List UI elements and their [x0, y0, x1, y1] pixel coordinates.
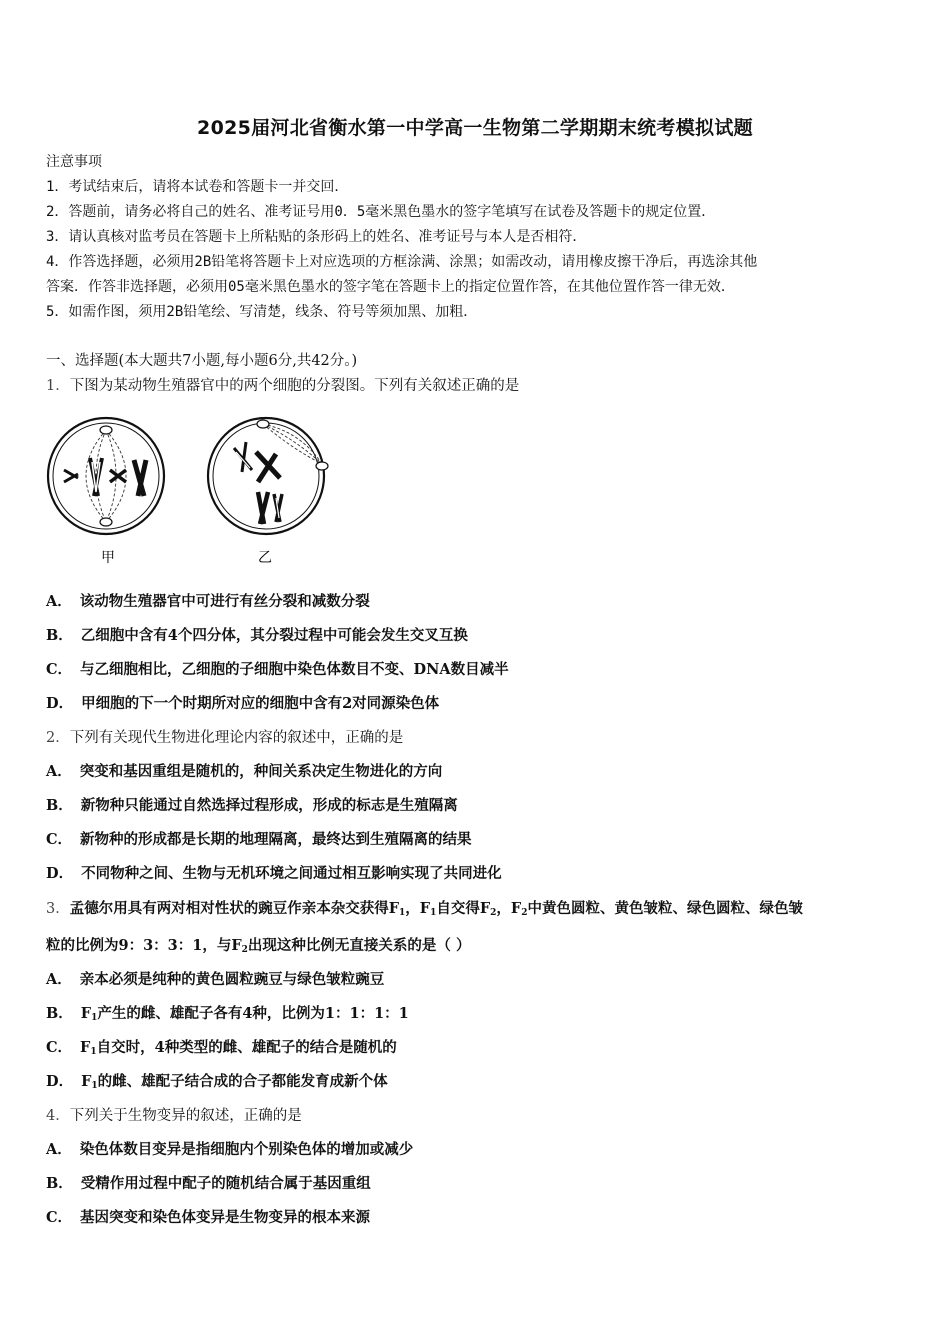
question-text: 孟德尔用具有两对相对性状的豌豆作亲本杂交获得F: [69, 900, 400, 917]
option-letter: C．: [46, 1209, 73, 1226]
question-4-stem: [46, 1106, 910, 1126]
cell-division-figure: [46, 412, 336, 572]
option-c[interactable]: [46, 660, 910, 680]
option-text: 产生的雌、雄配子各有4种，比例为1：1：1：1: [97, 1005, 409, 1022]
question-2-stem: [46, 728, 910, 748]
option-letter: D．: [46, 865, 74, 882]
option-b[interactable]: [46, 796, 910, 816]
subscript: 2: [241, 945, 248, 955]
option-text: F: [81, 1073, 92, 1090]
option-letter: D．: [46, 695, 74, 712]
option-text: F: [80, 1005, 92, 1022]
option-b[interactable]: [46, 1174, 910, 1194]
question-number: 3．: [46, 901, 70, 917]
option-text: 新物种的形成都是长期的地理隔离，最终达到生殖隔离的结果: [80, 831, 472, 848]
option-text: 甲细胞的下一个时期所对应的细胞中含有2对同源染色体: [81, 695, 440, 712]
option-letter: A．: [46, 593, 72, 610]
question-3-stem: [46, 899, 910, 923]
question-text: 下图为某动物生殖器官中的两个细胞的分裂图。下列有关叙述正确的是: [69, 378, 520, 394]
option-letter: A．: [46, 971, 72, 988]
option-text: F: [80, 1039, 91, 1056]
subscript: 1: [90, 1047, 97, 1057]
option-b[interactable]: [46, 1004, 910, 1028]
option-letter: C．: [46, 831, 73, 848]
question-text: ，F: [405, 900, 431, 917]
question-number: 1．: [46, 378, 70, 394]
option-text: 该动物生殖器官中可进行有丝分裂和减数分裂: [79, 593, 370, 610]
notice-heading: 注意事项: [46, 154, 102, 170]
subscript: 1: [399, 908, 406, 918]
section-heading: 一、选择题(本大题共7小题,每小题6分,共42分。): [46, 353, 358, 369]
option-c[interactable]: [46, 1208, 910, 1228]
question-number: 2．: [46, 730, 70, 746]
question-1-stem: [46, 376, 910, 396]
notice-item: 5．如需作图，须用2B铅笔绘、写清楚，线条、符号等须加黑、加粗．: [46, 304, 478, 320]
option-text: 新物种只能通过自然选择过程形成，形成的标志是生殖隔离: [80, 797, 458, 814]
option-text: 亲本必须是纯种的黄色圆粒豌豆与绿色皱粒豌豆: [79, 971, 385, 988]
option-text: 突变和基因重组是随机的，种间关系决定生物进化的方向: [79, 763, 443, 780]
question-3-stem-cont: [46, 936, 910, 960]
cell-division-diagram: [46, 412, 336, 572]
option-a[interactable]: [46, 970, 910, 990]
figure-label-jia: 甲: [101, 550, 115, 566]
option-d[interactable]: [46, 864, 910, 884]
notice-item: 2．答题前，请务必将自己的姓名、准考证号用0．5毫米黑色墨水的签字笔填写在试卷及答题卡的规定位置．: [46, 204, 716, 220]
cell-yi: [208, 418, 328, 534]
question-text: 出现这种比例无直接关系的是（ ）: [247, 937, 471, 954]
subscript: 1: [91, 1013, 98, 1023]
option-a[interactable]: [46, 762, 910, 782]
option-text: 受精作用过程中配子的随机结合属于基因重组: [80, 1175, 371, 1192]
question-text: ，F: [496, 900, 522, 917]
option-b[interactable]: [46, 626, 910, 646]
option-letter: C．: [46, 661, 73, 678]
notice-item: 答案．作答非选择题，必须用05毫米黑色墨水的签字笔在答题卡上的指定位置作答，在其他位置作答一律无效．: [46, 279, 735, 295]
subscript: 1: [430, 908, 437, 918]
subscript: 1: [91, 1081, 98, 1091]
cell-jia: [48, 418, 164, 534]
question-text: 下列关于生物变异的叙述，正确的是: [69, 1108, 302, 1124]
notice-item: 1．考试结束后，请将本试卷和答题卡一并交回．: [46, 179, 349, 195]
option-letter: B．: [46, 797, 73, 814]
subscript: 2: [521, 908, 528, 918]
option-letter: C．: [46, 1039, 73, 1056]
exam-title: 2025届河北省衡水第一中学高一生物第二学期期末统考模拟试题: [197, 117, 753, 139]
option-c[interactable]: [46, 1038, 910, 1062]
option-text: 自交时，4种类型的雌、雄配子的结合是随机的: [96, 1039, 397, 1056]
option-c[interactable]: [46, 830, 910, 850]
option-letter: B．: [46, 1005, 73, 1022]
question-number: 4．: [46, 1108, 70, 1124]
option-text: 不同物种之间、生物与无机环境之间通过相互影响实现了共同进化: [81, 865, 502, 882]
notice-item: 3．请认真核对监考员在答题卡上所粘贴的条形码上的姓名、准考证号与本人是否相符．: [46, 229, 587, 245]
figure-label-yi: 乙: [258, 550, 272, 566]
option-letter: A．: [46, 763, 72, 780]
question-text: 中黄色圆粒、黄色皱粒、绿色圆粒、绿色皱: [527, 900, 803, 917]
option-letter: B．: [46, 1175, 73, 1192]
question-text: 下列有关现代生物进化理论内容的叙述中，正确的是: [69, 730, 404, 746]
option-text: 与乙细胞相比，乙细胞的子细胞中染色体数目不变、DNA数目减半: [80, 661, 509, 678]
question-text: 粒的比例为9：3：3：1，与F: [46, 937, 242, 954]
option-d[interactable]: [46, 694, 910, 714]
option-letter: D．: [46, 1073, 74, 1090]
option-a[interactable]: [46, 1140, 910, 1160]
option-letter: B．: [46, 627, 73, 644]
option-a[interactable]: [46, 592, 910, 612]
option-text: 基因突变和染色体变异是生物变异的根本来源: [80, 1209, 371, 1226]
notice-item: 4．作答选择题，必须用2B铅笔将答题卡上对应选项的方框涂满、涂黑；如需改动，请用橡皮擦干净后，再选涂其他: [46, 254, 758, 270]
option-text: 乙细胞中含有4个四分体，其分裂过程中可能会发生交叉互换: [80, 627, 468, 644]
option-text: 染色体数目变异是指细胞内个别染色体的增加或减少: [79, 1141, 414, 1158]
subscript: 2: [490, 908, 497, 918]
question-text: 自交得F: [436, 900, 491, 917]
option-d[interactable]: [46, 1072, 910, 1096]
option-letter: A．: [46, 1141, 72, 1158]
option-text: 的雌、雄配子结合成的合子都能发育成新个体: [97, 1073, 388, 1090]
